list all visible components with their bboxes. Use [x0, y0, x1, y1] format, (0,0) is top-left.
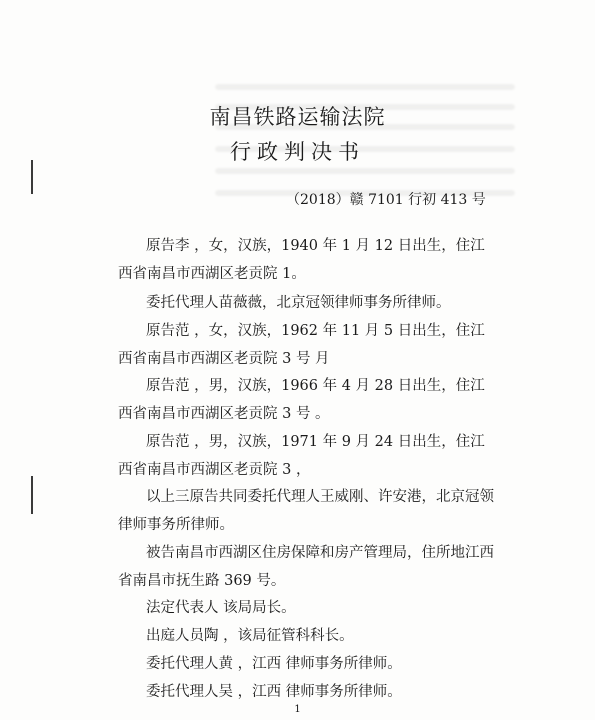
- defense-agent-1-line: 委托代理人黄 ，江西 律师事务所律师。: [146, 656, 402, 672]
- page-number: 1: [294, 704, 301, 715]
- defendant-line: 被告南昌市西湖区住房保障和房产管理局，住所地江西: [146, 545, 494, 561]
- joint-agent-line-cont: 律师事务所律师。: [118, 517, 234, 533]
- joint-agent-line: 以上三原告共同委托代理人王威刚、许安港，北京冠领: [146, 489, 494, 505]
- plaintiff-3-line: 原告范 ，男，汉族，1966 年 4 月 28 日出生，住江: [146, 378, 485, 394]
- attendee-line: 出庭人员陶 ，该局征管科科长。: [146, 628, 354, 644]
- plaintiff-1-line: 原告李 ，女，汉族，1940 年 1 月 12 日出生，住江: [146, 238, 485, 254]
- binding-mark: [31, 476, 33, 514]
- defense-agent-2-line: 委托代理人吴 ，江西 律师事务所律师。: [146, 684, 402, 700]
- document-type-title: 行政判决书: [230, 140, 365, 164]
- court-name: 南昌铁路运输法院: [209, 105, 386, 129]
- plaintiff-2-line: 原告范 ，女，汉族，1962 年 11 月 5 日出生，住江: [146, 323, 485, 339]
- show-through-mark: [215, 168, 515, 174]
- plaintiff-4-address: 西省南昌市西湖区老贡院 3 ，: [118, 462, 311, 478]
- show-through-mark: [215, 84, 515, 90]
- plaintiff-4-line: 原告范 ，男，汉族，1971 年 9 月 24 日出生，住江: [146, 434, 485, 450]
- legal-rep-line: 法定代表人 该局局长。: [146, 600, 296, 616]
- case-number: （2018）赣 7101 行初 413 号: [286, 192, 486, 208]
- defendant-address: 省南昌市抚生路 369 号。: [118, 573, 286, 589]
- plaintiff-2-address: 西省南昌市西湖区老贡院 3 号 月: [118, 351, 330, 367]
- plaintiff-1-address: 西省南昌市西湖区老贡院 1。: [118, 266, 306, 282]
- plaintiff-3-address: 西省南昌市西湖区老贡院 3 号 。: [118, 406, 330, 422]
- agent-line: 委托代理人苗薇薇，北京冠领律师事务所律师。: [146, 295, 451, 311]
